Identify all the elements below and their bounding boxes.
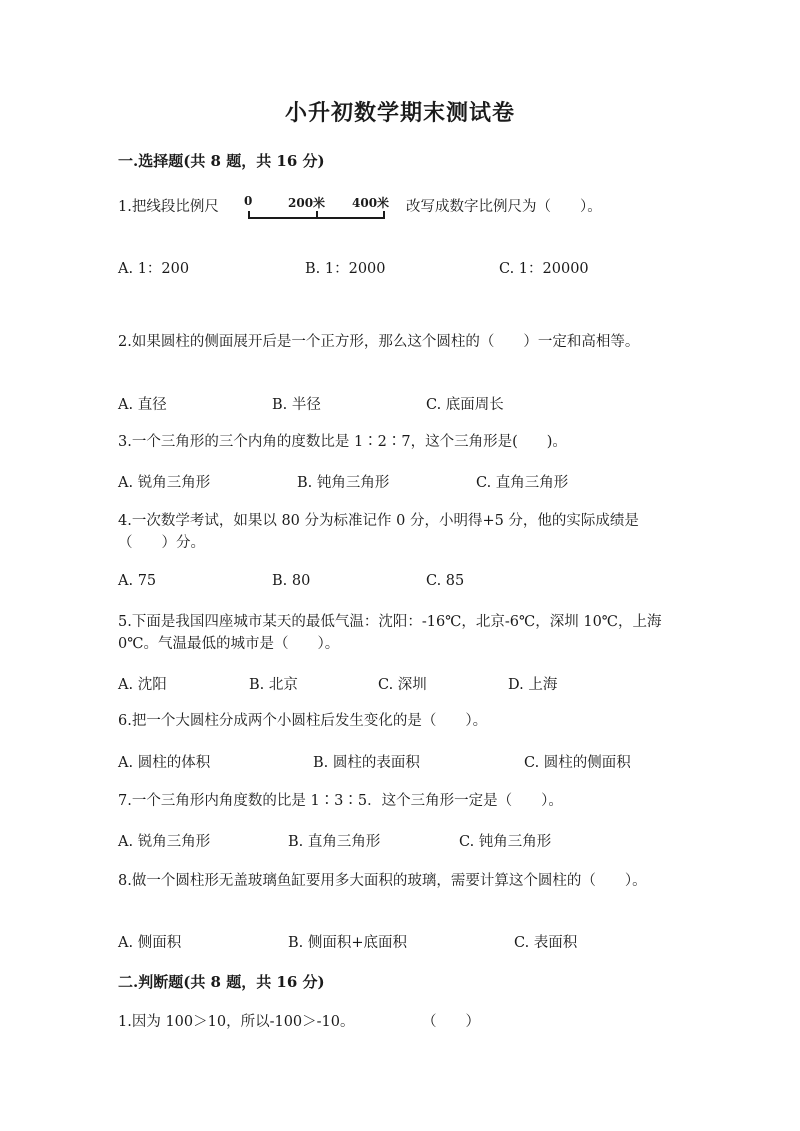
q8-option-b[interactable]: B. 侧面积+底面积 [288, 935, 408, 951]
q4-option-a[interactable]: A. 75 [118, 573, 157, 589]
q4-option-c[interactable]: C. 85 [426, 573, 465, 589]
section-judgement-heading: 二.判断题(共 8 题，共 16 分) [118, 973, 325, 991]
scale-label-0: 0 [244, 194, 253, 208]
q2-option-c[interactable]: C. 底面周长 [426, 397, 504, 413]
q2-option-b[interactable]: B. 半径 [272, 397, 321, 413]
q5-option-a[interactable]: A. 沈阳 [118, 677, 167, 693]
question-5-text: 5.下面是我国四座城市某天的最低气温：沈阳：-16℃，北京-6℃，深圳 10℃，上海 0℃。气温最低的城市是（ ）。 [118, 614, 662, 652]
q3-option-c[interactable]: C. 直角三角形 [476, 475, 569, 491]
scale-tick [383, 211, 385, 219]
judgement-1-answer-blank[interactable]: （ ） [422, 1014, 480, 1030]
q1-option-a[interactable]: A. 1：200 [118, 261, 190, 277]
section-choice-heading: 一.选择题(共 8 题，共 16 分) [118, 152, 325, 170]
q2-option-a[interactable]: A. 直径 [118, 397, 167, 413]
scale-tick [316, 211, 318, 219]
question-1-text-before: 1.把线段比例尺 [118, 199, 219, 215]
page-title: 小升初数学期末测试卷 [284, 100, 515, 126]
q3-option-b[interactable]: B. 钝角三角形 [297, 475, 390, 491]
q5-option-b[interactable]: B. 北京 [249, 677, 298, 693]
q8-option-c[interactable]: C. 表面积 [514, 935, 578, 951]
question-4-text: 4.一次数学考试，如果以 80 分为标准记作 0 分，小明得+5 分，他的实际成绩是（ ）分。 [118, 513, 639, 551]
q4-option-b[interactable]: B. 80 [272, 573, 311, 589]
q6-option-b[interactable]: B. 圆柱的表面积 [313, 755, 420, 771]
q6-option-a[interactable]: A. 圆柱的体积 [118, 755, 211, 771]
scale-label-200: 200米 [288, 196, 326, 210]
question-1-text-after: 改写成数字比例尺为（ ）。 [406, 199, 602, 215]
question-7-text: 7.一个三角形内角度数的比是 1∶3∶5．这个三角形一定是（ ）。 [118, 793, 563, 809]
question-8-text: 8.做一个圆柱形无盖玻璃鱼缸要用多大面积的玻璃，需要计算这个圆柱的（ ）。 [118, 873, 647, 889]
q1-option-c[interactable]: C. 1：20000 [499, 261, 589, 277]
scale-tick [248, 211, 250, 219]
q6-option-c[interactable]: C. 圆柱的侧面积 [524, 755, 631, 771]
q5-option-d[interactable]: D. 上海 [508, 677, 558, 693]
judgement-1-text: 1.因为 100＞10，所以-100＞-10。 [118, 1014, 355, 1030]
q3-option-a[interactable]: A. 锐角三角形 [118, 475, 211, 491]
question-6-text: 6.把一个大圆柱分成两个小圆柱后发生变化的是（ ）。 [118, 713, 488, 729]
q1-option-b[interactable]: B. 1：2000 [305, 261, 386, 277]
question-3-text: 3.一个三角形的三个内角的度数比是 1∶2∶7，这个三角形是( )。 [118, 434, 567, 450]
q8-option-a[interactable]: A. 侧面积 [118, 935, 182, 951]
q7-option-c[interactable]: C. 钝角三角形 [459, 834, 552, 850]
scale-label-400: 400米 [352, 196, 390, 210]
q5-option-c[interactable]: C. 深圳 [378, 677, 427, 693]
line-segment-scale [240, 194, 395, 228]
q7-option-a[interactable]: A. 锐角三角形 [118, 834, 211, 850]
q7-option-b[interactable]: B. 直角三角形 [288, 834, 381, 850]
question-2-text: 2.如果圆柱的侧面展开后是一个正方形，那么这个圆柱的（ ）一定和高相等。 [118, 334, 640, 350]
